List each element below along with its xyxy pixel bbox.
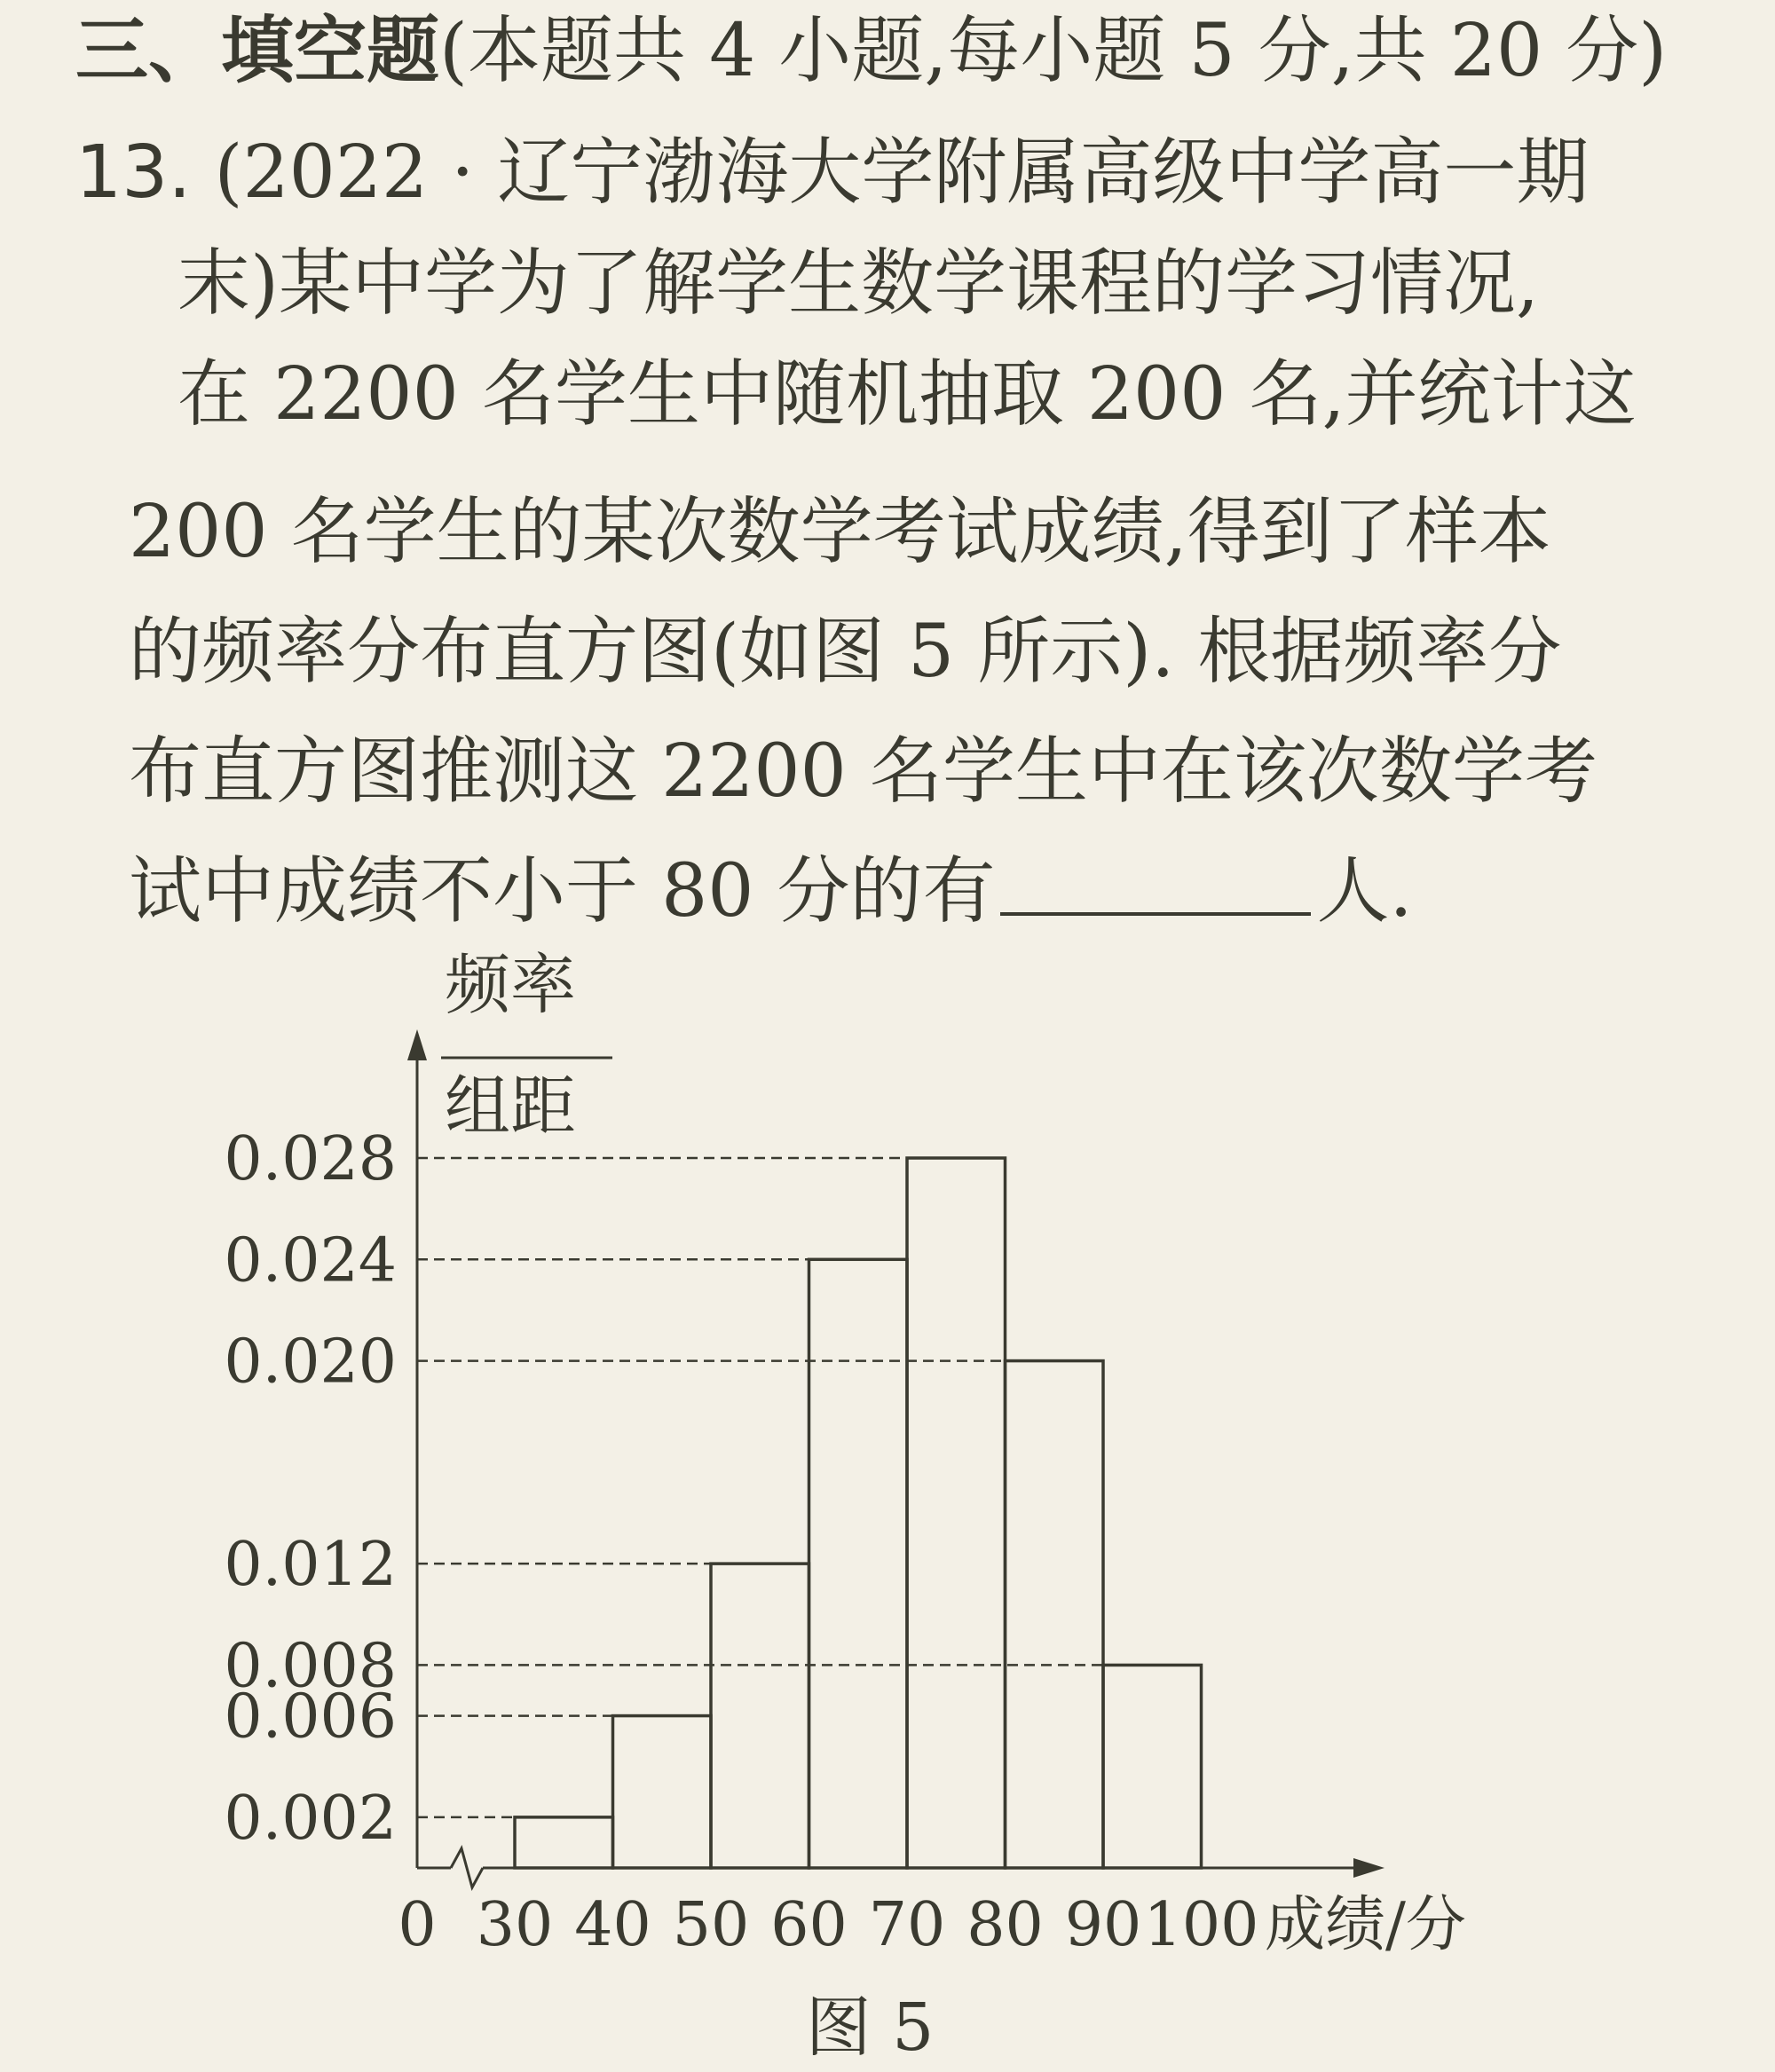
question-line-4: 200 名学生的某次数学考试成绩,得到了样本 (129, 490, 1551, 574)
y-tick-label: 0.028 (224, 1124, 397, 1194)
question-line-7-tail: 人. (1316, 849, 1413, 934)
section-title-text: 三、填空题 (75, 9, 440, 93)
y-tick-label: 0.008 (224, 1631, 397, 1702)
histogram-bar (907, 1158, 1006, 1868)
question-line-6: 布直方图推测这 2200 名学生中在该次数学考 (129, 729, 1598, 814)
figure-caption: 图 5 (805, 1989, 935, 2066)
histogram-bar (1103, 1665, 1202, 1868)
y-tick-label: 0.002 (224, 1783, 397, 1854)
histogram-bar (711, 1564, 809, 1868)
histogram-bar (515, 1817, 613, 1868)
histogram-bar (1006, 1361, 1104, 1868)
x-origin-label: 0 (398, 1890, 437, 1960)
x-tick-label: 70 (868, 1890, 946, 1960)
y-tick-label: 0.012 (224, 1530, 397, 1601)
x-tick-label: 90 (1064, 1890, 1142, 1960)
x-tick-label: 100 (1143, 1890, 1259, 1960)
y-tick-label: 0.020 (224, 1327, 397, 1398)
x-tick-label: 50 (672, 1890, 750, 1960)
question-line-3: 在 2200 名学生中随机抽取 200 名,并统计这 (178, 352, 1637, 437)
question-line-5: 的频率分布直方图(如图 5 所示). 根据频率分 (129, 610, 1562, 694)
section-note: (本题共 4 小题,每小题 5 分,共 20 分) (439, 9, 1668, 93)
y-tick-label: 0.024 (224, 1225, 397, 1296)
y-axis-label-numerator: 频率 (445, 947, 576, 1023)
question-line-7-text: 试中成绩不小于 80 分的有 (129, 849, 996, 934)
question-line-1: (2022 · 辽宁渤海大学附属高级中学高一期 (214, 130, 1590, 215)
x-axis-arrow-icon (1353, 1858, 1384, 1878)
y-tick-label: 0.006 (224, 1682, 397, 1753)
question-number: 13. (75, 130, 192, 215)
x-tick-label: 80 (966, 1890, 1044, 1960)
histogram-bar (809, 1259, 908, 1868)
x-tick-label: 40 (574, 1890, 651, 1960)
y-axis-arrow-icon (407, 1029, 427, 1060)
x-axis-break-mark (451, 1848, 483, 1887)
histogram-bar (613, 1716, 712, 1868)
x-tick-label: 60 (770, 1890, 848, 1960)
question-line-2: 末)某中学为了解学生数学课程的学习情况, (178, 241, 1540, 326)
x-axis-label: 成绩/分 (1265, 1890, 1466, 1960)
y-axis-label-denominator: 组距 (445, 1068, 576, 1145)
x-tick-label: 30 (476, 1890, 554, 1960)
